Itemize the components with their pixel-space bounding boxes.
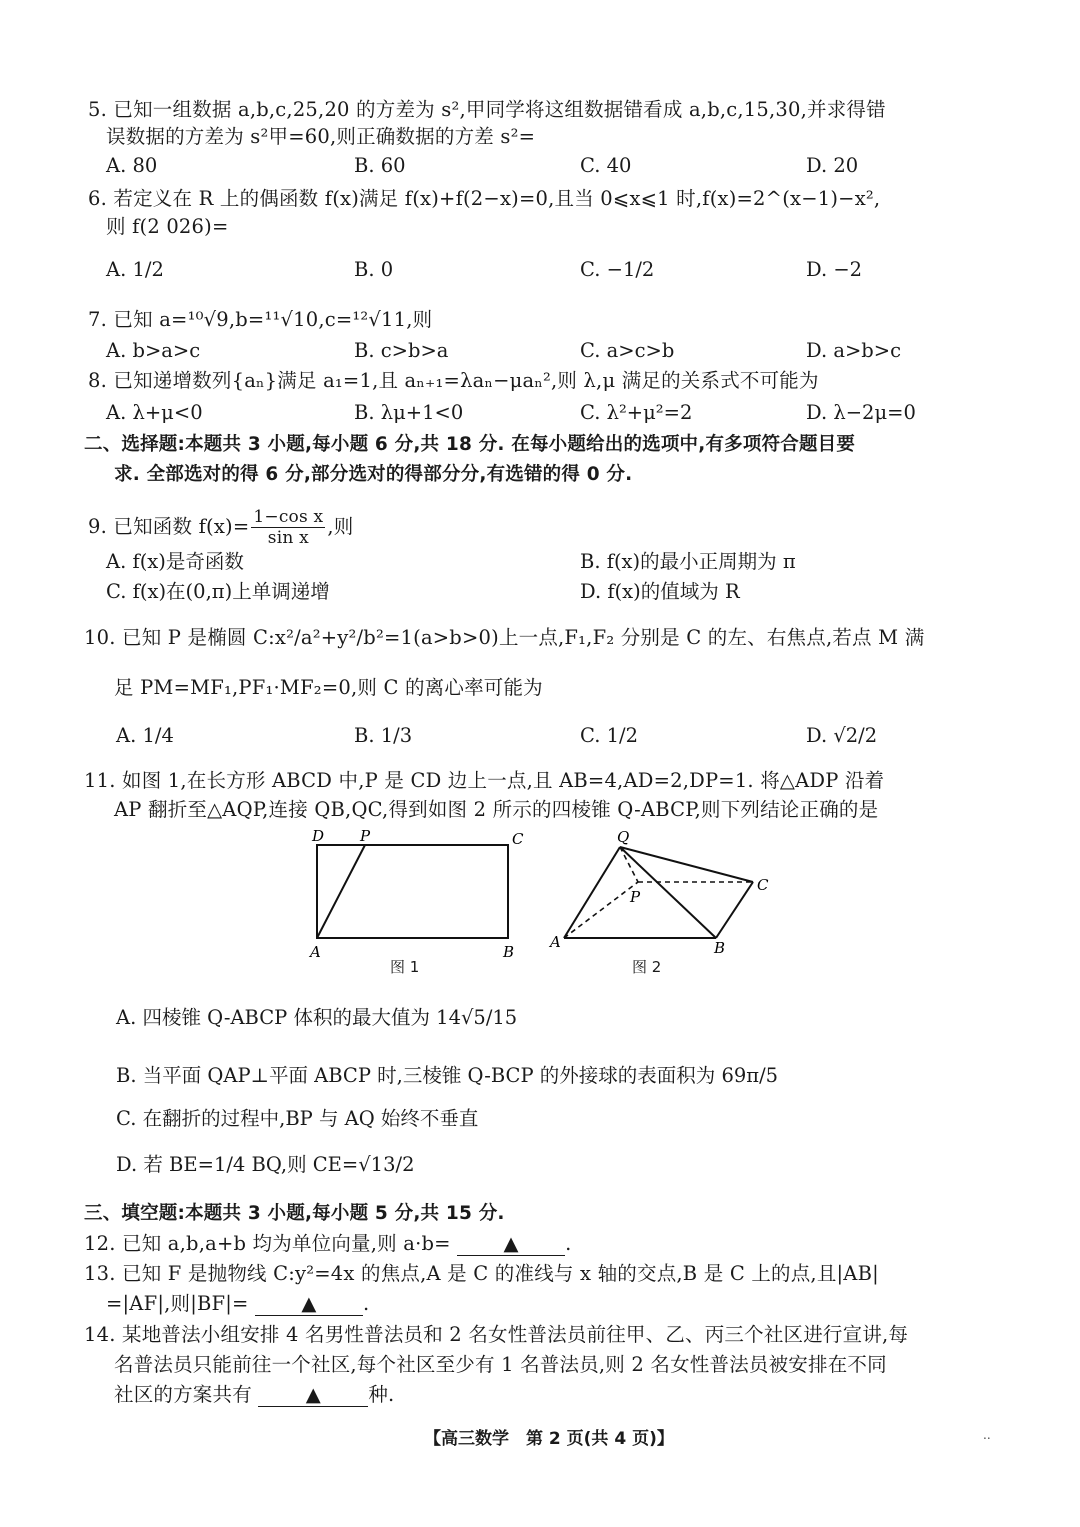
edge-aq [564,847,620,938]
label-b: B [503,943,515,961]
q9-fraction [251,507,325,548]
label-c: C [757,876,769,894]
q12-answer-blank[interactable] [457,1233,565,1256]
triangle-marker-icon: ▲ [305,1383,321,1406]
q9-option-b: B. f(x)的最小正周期为 π [580,550,796,573]
edge-qp-hidden [620,847,638,882]
question-5-line-2: 误数据的方差为 s²甲=60,则正确数据的方差 s²= [106,125,536,148]
q12-end: . [565,1232,572,1255]
q10-option-b: B. 1/3 [354,724,413,747]
q6-option-d: D. −2 [806,258,863,281]
rectangle-abcd [317,845,508,938]
question-11-line-1: 11. 如图 1,在长方形 ABCD 中,P 是 CD 边上一点,且 AB=4,AD=2,DP=1. 将△ADP 沿着 [84,769,885,792]
q11-option-d: D. 若 BE=1/4 BQ,则 CE=√13/2 [116,1153,415,1176]
q11-option-b: B. 当平面 QAP⊥平面 ABCP 时,三棱锥 Q-BCP 的外接球的表面积为 69π/5 [116,1064,779,1087]
section-3-heading: 三、填空题:本题共 3 小题,每小题 5 分,共 15 分. [84,1203,505,1224]
question-11-line-2: AP 翻折至△AQP,连接 QB,QC,得到如图 2 所示的四棱锥 Q-ABCP,则下列结论正确的是 [114,798,879,821]
q11-option-a: A. 四棱锥 Q-ABCP 体积的最大值为 14√5/15 [116,1006,518,1029]
q7-option-b: B. c>b>a [354,339,449,362]
edge-qc [620,847,753,882]
q11-option-c: C. 在翻折的过程中,BP 与 AQ 始终不垂直 [116,1107,479,1130]
edge-bc [716,882,753,938]
question-12-line-1 [84,1231,572,1257]
q10-option-d: D. √2/2 [806,724,878,747]
q9-option-c: C. f(x)在(0,π)上单调递增 [106,580,330,603]
question-10-line-2: 足 PM=MF₁,PF₁·MF₂=0,则 C 的离心率可能为 [114,676,543,699]
q14-text: 社区的方案共有 [114,1383,252,1406]
triangle-marker-icon: ▲ [503,1232,519,1255]
section-2-heading-line-2: 求. 全部选对的得 6 分,部分选对的得部分分,有选错的得 0 分. [114,464,633,485]
question-14-line-3 [114,1382,394,1408]
label-p: P [360,827,371,845]
q14-answer-blank[interactable] [258,1384,368,1407]
q9-option-a: A. f(x)是奇函数 [106,550,244,573]
q8-option-d: D. λ−2μ=0 [806,401,916,424]
q14-end: 种. [368,1383,395,1406]
figure-2-caption: 图 2 [632,958,662,976]
label-a: A [550,933,561,951]
question-13-line-2 [106,1291,369,1317]
edge-ap-hidden [564,882,638,938]
label-d: D [312,827,325,845]
question-6-line-2: 则 f(2 026)= [106,215,229,238]
question-5-line-1: 5. 已知一组数据 a,b,c,25,20 的方差为 s²,甲同学将这组数据错看成 a,b,c,15,30,并求得错 [88,98,886,121]
label-a: A [310,943,321,961]
label-q: Q [617,828,630,846]
q5-option-d: D. 20 [806,154,859,177]
question-10-line-1: 10. 已知 P 是椭圆 C:x²/a²+y²/b²=1(a>b>0)上一点,F₁,F₂ 分别是 C 的左、右焦点,若点 M 满 [84,626,925,649]
label-b: B [714,939,726,957]
triangle-marker-icon: ▲ [301,1292,317,1315]
question-7-line-1: 7. 已知 a=¹⁰√9,b=¹¹√10,c=¹²√11,则 [88,308,433,331]
page-footer: 【高三数学 第 2 页(共 4 页)】 [424,1429,674,1449]
q8-option-a: A. λ+μ<0 [106,401,203,424]
q7-option-c: C. a>c>b [580,339,675,362]
section-2-heading-line-1: 二、选择题:本题共 3 小题,每小题 6 分,共 18 分. 在每小题给出的选项中,有多项符合题目要 [84,434,856,455]
question-13-line-1: 13. 已知 F 是抛物线 C:y²=4x 的焦点,A 是 C 的准线与 x 轴的交点,B 是 C 上的点,且|AB| [84,1262,879,1285]
q10-option-c: C. 1/2 [580,724,639,747]
q6-option-a: A. 1/2 [106,258,164,281]
figure-1-rectangle-diagram [290,820,550,980]
question-8-line-1: 8. 已知递增数列{aₙ}满足 a₁=1,且 aₙ₊₁=λaₙ−μaₙ²,则 λ,μ 满足的关系式不可能为 [88,369,819,392]
q13-end: . [362,1292,370,1315]
q9-option-d: D. f(x)的值域为 R [580,580,740,603]
question-14-line-2: 名普法员只能前往一个社区,每个社区至少有 1 名普法员,则 2 名女性普法员被安排在不同 [114,1353,887,1376]
q9-numerator: 1−cos x [253,507,324,527]
q13-answer-blank[interactable] [255,1293,363,1316]
q8-option-c: C. λ²+μ²=2 [580,401,693,424]
q7-option-a: A. b>a>c [106,339,201,362]
q13-text: =|AF|,则|BF|= [106,1292,249,1315]
figure-1-caption: 图 1 [390,958,420,976]
q9-suffix: ,则 [327,515,354,538]
q9-prefix: 9. 已知函数 f(x)= [88,515,250,538]
q12-text: 12. 已知 a,b,a+b 均为单位向量,则 a·b= [84,1232,451,1255]
q6-option-c: C. −1/2 [580,258,655,281]
q5-option-b: B. 60 [354,154,406,177]
label-c: C [512,830,524,848]
segment-ap [317,845,365,938]
footer-dots: .. [983,1428,991,1442]
q5-option-a: A. 80 [106,154,158,177]
question-14-line-1: 14. 某地普法小组安排 4 名男性普法员和 2 名女性普法员前往甲、乙、丙三个社区进行宣讲,每 [84,1323,909,1346]
question-9-line-1 [88,507,353,548]
q6-option-b: B. 0 [354,258,394,281]
figure-2-pyramid-diagram [540,820,800,980]
question-6-line-1: 6. 若定义在 R 上的偶函数 f(x)满足 f(x)+f(2−x)=0,且当 0⩽x⩽1 时,f(x)=2^(x−1)−x², [88,187,881,210]
q9-denominator: sin x [267,528,309,548]
q7-option-d: D. a>b>c [806,339,902,362]
q10-option-a: A. 1/4 [116,724,174,747]
q8-option-b: B. λμ+1<0 [354,401,464,424]
q5-option-c: C. 40 [580,154,632,177]
label-p: P [630,888,641,906]
